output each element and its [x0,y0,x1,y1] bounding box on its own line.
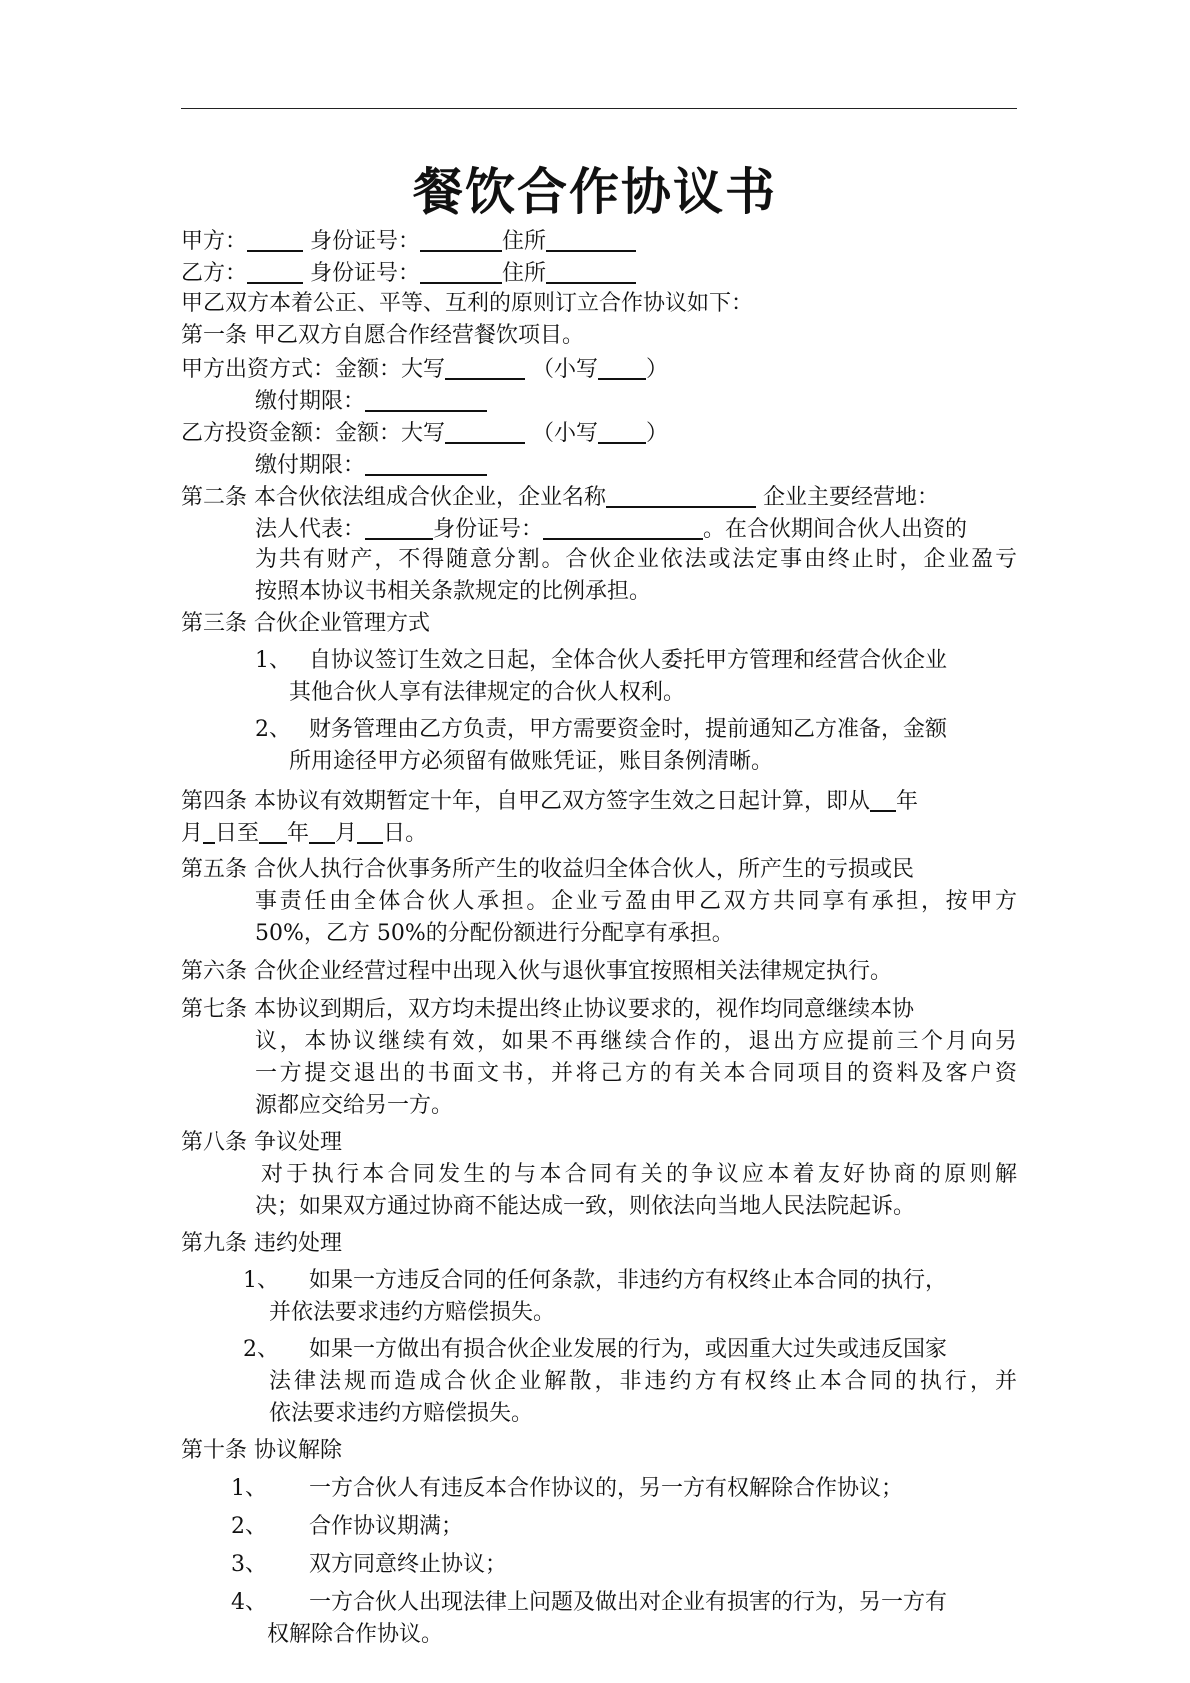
start-year-blank [870,784,896,812]
preamble: 甲乙双方本着公正、平等、互利的原则订立合作协议如下： [181,291,754,316]
article-4-day-to: 日至 [215,821,260,846]
party-b-address-blank [546,256,636,284]
article-3-item-1 [181,645,1017,677]
party-a-small-close: ） [646,357,669,382]
article-10-item-4-text: 一方合伙人出现法律上问题及做出对企业有损害的行为，另一方有 [309,1590,948,1615]
party-b-label: 乙方： [181,261,248,286]
party-b-id-blank [420,256,502,284]
article-5-line-3: 50%，乙方 50%的分配份额进行分配享有承担。 [255,921,734,946]
article-9-item-2-number: 2、 [243,1337,279,1362]
party-b-amount-words-blank [445,416,525,444]
article-4-month-start: 月 [181,821,204,846]
article-4-month-end: 月 [335,821,358,846]
party-b-small-open: （小写 [532,421,599,446]
party-b-deadline-blank [365,448,487,476]
party-b-small-close: ） [646,421,669,446]
party-a-amount-figures-blank [598,352,646,380]
end-year-blank [259,816,287,844]
party-a-deadline [181,384,1017,416]
party-a-line [181,224,1017,256]
article-3-item-2 [181,714,1017,746]
article-2-line-4: 按照本协议书相关条款规定的比例承担。 [255,579,652,604]
article-7-line-2: 议，本协议继续有效，如果不再继续合作的，退出方应提前三个月向另 [255,1029,1017,1054]
article-10-item-2-text: 合作协议期满； [309,1514,464,1539]
article-3-item-2-number: 2、 [255,717,291,742]
article-4-line-1 [181,784,1017,816]
article-2-text-c: 。在合伙期间合伙人出资的 [703,517,968,542]
article-9-item-2-cont-2: 依法要求违约方赔偿损失。 [269,1401,534,1426]
article-2-line-3: 为共有财产，不得随意分割。合伙企业依法或法定事由终止时，企业盈亏 [255,547,1017,572]
article-9-item-2 [181,1334,1017,1366]
article-3-item-1-number: 1、 [255,648,291,673]
party-b-deadline [181,448,1017,480]
party-a-label: 甲方： [181,229,248,254]
party-a-contribution-label: 甲方出资方式：金额：大写 [181,357,446,382]
article-10-item-3 [181,1549,1017,1581]
party-b-name-blank [247,256,303,284]
article-10-item-4-cont: 权解除合作协议。 [267,1622,444,1647]
party-a-id-blank [420,224,502,252]
end-day-blank [357,816,383,844]
legal-rep-id-blank [543,512,703,540]
article-3-item-2-text: 财务管理由乙方负责，甲方需要资金时，提前通知乙方准备，金额 [309,717,948,742]
party-a-amount-words-blank [445,352,525,380]
party-b-address-label: 住所 [502,261,547,286]
article-9-item-1 [181,1265,1017,1297]
article-2-line-2 [181,512,1017,544]
article-5-line-1: 第五条 合伙人执行合伙事务所产生的收益归全体合伙人，所产生的亏损或民 [181,857,914,882]
article-10-heading: 第十条 协议解除 [181,1438,342,1463]
header-rule [181,108,1017,109]
party-b-amount-figures-blank [598,416,646,444]
party-b-contribution [181,416,1017,448]
article-7-line-4: 源都应交给另一方。 [255,1093,454,1118]
document-title: 餐饮合作协议书 [413,163,777,221]
article-3-item-1-cont: 其他合伙人享有法律规定的合伙人权利。 [289,680,686,705]
article-4-text: 第四条 本协议有效期暂定十年，自甲乙双方签字生效之日起计算，即从 [181,789,870,814]
party-a-id-label: 身份证号： [310,229,421,254]
article-9-item-1-text: 如果一方违反合同的任何条款，非违约方有权终止本合同的执行， [309,1268,948,1293]
article-10-item-4-number: 4、 [231,1590,267,1615]
end-month-blank [309,816,335,844]
article-10-item-3-text: 双方同意终止协议； [309,1552,508,1577]
article-7-line-1: 第七条 本协议到期后，双方均未提出终止协议要求的，视作均同意继续本协 [181,997,914,1022]
article-4-year-end: 年 [287,821,310,846]
article-5-line-2: 事责任由全体合伙人承担。企业亏盈由甲乙双方共同享有承担，按甲方 [255,889,1017,914]
start-day-blank [203,816,215,844]
article-10-item-1 [181,1473,1017,1505]
article-1: 第一条 甲乙双方自愿合作经营餐饮项目。 [181,323,584,348]
article-9-item-1-cont: 并依法要求违约方赔偿损失。 [269,1300,556,1325]
article-10-item-4 [181,1587,1017,1619]
article-4-day-end: 日。 [383,821,428,846]
article-4-line-2 [181,816,1017,848]
article-8-line-2: 决；如果双方通过协商不能达成一致，则依法向当地人民法院起诉。 [255,1194,916,1219]
party-a-small-open: （小写 [532,357,599,382]
article-3-heading: 第三条 合伙企业管理方式 [181,611,430,636]
party-a-address-blank [546,224,636,252]
article-9-item-1-number: 1、 [243,1268,279,1293]
article-3-item-2-cont: 所用途径甲方必须留有做账凭证，账目条例清晰。 [289,749,774,774]
article-8-line-1: 对于执行本合同发生的与本合同有关的争议应本着友好协商的原则解 [261,1162,1017,1187]
party-a-name-blank [247,224,303,252]
article-10-item-2 [181,1511,1017,1543]
article-6: 第六条 合伙企业经营过程中出现入伙与退伙事宜按照相关法律规定执行。 [181,959,892,984]
article-2-text-b: 企业主要经营地： [756,485,939,510]
article-9-item-2-text: 如果一方做出有损合伙企业发展的行为，或因重大过失或违反国家 [309,1337,948,1362]
article-10-item-1-number: 1、 [231,1476,267,1501]
legal-rep-blank [365,512,433,540]
party-b-deadline-label: 缴付期限： [255,453,366,478]
article-10-item-3-number: 3、 [231,1552,267,1577]
party-a-contribution [181,352,1017,384]
article-8-heading: 第八条 争议处理 [181,1130,342,1155]
party-a-deadline-blank [365,384,487,412]
article-3-item-1-text: 自协议签订生效之日起，全体合伙人委托甲方管理和经营合伙企业 [309,648,948,673]
company-name-blank [606,480,756,508]
article-10-item-1-text: 一方合伙人有违反本合作协议的，另一方有权解除合作协议； [309,1476,904,1501]
article-7-line-3: 一方提交退出的书面文书，并将己方的有关本合同项目的资料及客户资 [255,1061,1017,1086]
party-a-address-label: 住所 [502,229,547,254]
legal-rep-id-label: 身份证号： [433,517,544,542]
document-body [181,224,1017,1651]
article-9-item-2-cont-1: 法律法规而造成合伙企业解散，非违约方有权终止本合同的执行，并 [269,1369,1017,1394]
article-9-heading: 第九条 违约处理 [181,1231,342,1256]
article-2-text-a: 第二条 本合伙依法组成合伙企业，企业名称 [181,485,606,510]
article-4-year: 年 [896,789,919,814]
party-b-line [181,256,1017,288]
party-b-contribution-label: 乙方投资金额：金额：大写 [181,421,446,446]
party-a-deadline-label: 缴付期限： [255,389,366,414]
article-10-item-2-number: 2、 [231,1514,267,1539]
party-b-id-label: 身份证号： [310,261,421,286]
legal-rep-label: 法人代表： [255,517,366,542]
article-2-line-1 [181,480,1017,512]
